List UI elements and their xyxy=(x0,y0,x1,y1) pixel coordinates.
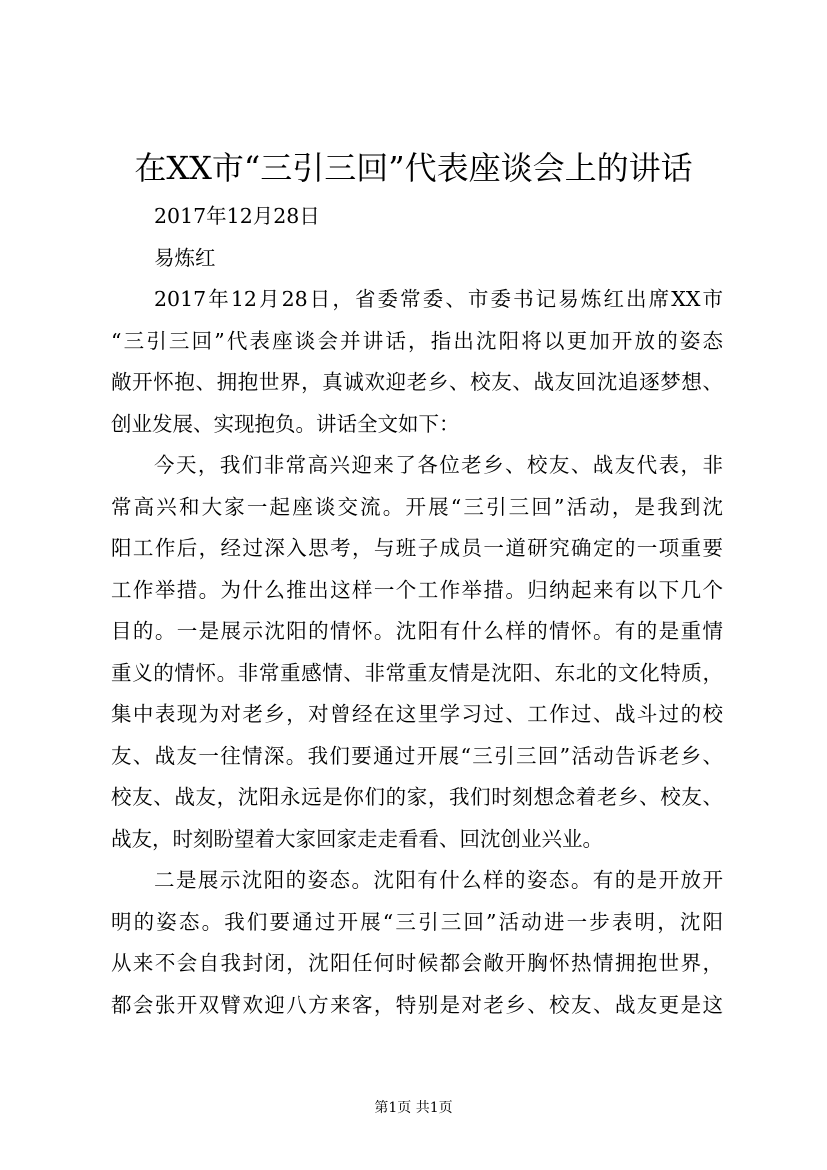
body-line: 目的。一是展示沈阳的情怀。沈阳有什么样的情怀。有的是重情 xyxy=(111,619,723,643)
body-line: 校友、战友，沈阳永远是你们的家，我们时刻想念着老乡、校友、 xyxy=(111,785,723,809)
body-line: 创业发展、实现抱负。讲话全文如下： xyxy=(111,411,460,436)
body-line: 今天，我们非常高兴迎来了各位老乡、校友、战友代表，非 xyxy=(154,453,723,477)
document-author: 易炼红 xyxy=(154,245,216,270)
body-line: 二是展示沈阳的姿态。沈阳有什么样的姿态。有的是开放开 xyxy=(154,868,723,892)
body-line: 阳工作后，经过深入思考，与班子成员一道研究确定的一项重要 xyxy=(111,536,723,560)
body-line: 明的姿态。我们要通过开展“三引三回”活动进一步表明，沈阳 xyxy=(111,909,723,934)
body-line: 工作举措。为什么推出这样一个工作举措。归纳起来有以下几个 xyxy=(111,577,723,602)
body-line: 常高兴和大家一起座谈交流。开展“三引三回”活动，是我到沈 xyxy=(111,494,723,519)
body-line: 战友，时刻盼望着大家回家走走看看、回沈创业兴业。 xyxy=(111,826,603,851)
body-line: 2017年12月28日，省委常委、市委书记易炼红出席XX市 xyxy=(154,287,723,311)
body-line: 重义的情怀。非常重感情、非常重友情是沈阳、东北的文化特质， xyxy=(111,660,723,685)
document-body xyxy=(111,196,723,1026)
document-title: 在XX市“三引三回”代表座谈会上的讲话 xyxy=(134,149,693,187)
body-line: 都会张开双臂欢迎八方来客，特别是对老乡、校友、战友更是这 xyxy=(111,992,723,1017)
body-line: 集中表现为对老乡，对曾经在这里学习过、工作过、战斗过的校 xyxy=(111,702,723,726)
page-footer: 第1页 共1页 xyxy=(374,1100,453,1116)
document-date: 2017年12月28日 xyxy=(154,204,320,228)
body-line: “三引三回”代表座谈会并讲话，指出沈阳将以更加开放的姿态 xyxy=(111,328,723,353)
body-line: 友、战友一往情深。我们要通过开展“三引三回”活动告诉老乡、 xyxy=(111,743,723,768)
body-line: 从来不会自我封闭，沈阳任何时候都会敞开胸怀热情拥抱世界， xyxy=(111,951,723,975)
body-line: 敞开怀抱、拥抱世界，真诚欢迎老乡、校友、战友回沈追逐梦想、 xyxy=(111,370,723,394)
